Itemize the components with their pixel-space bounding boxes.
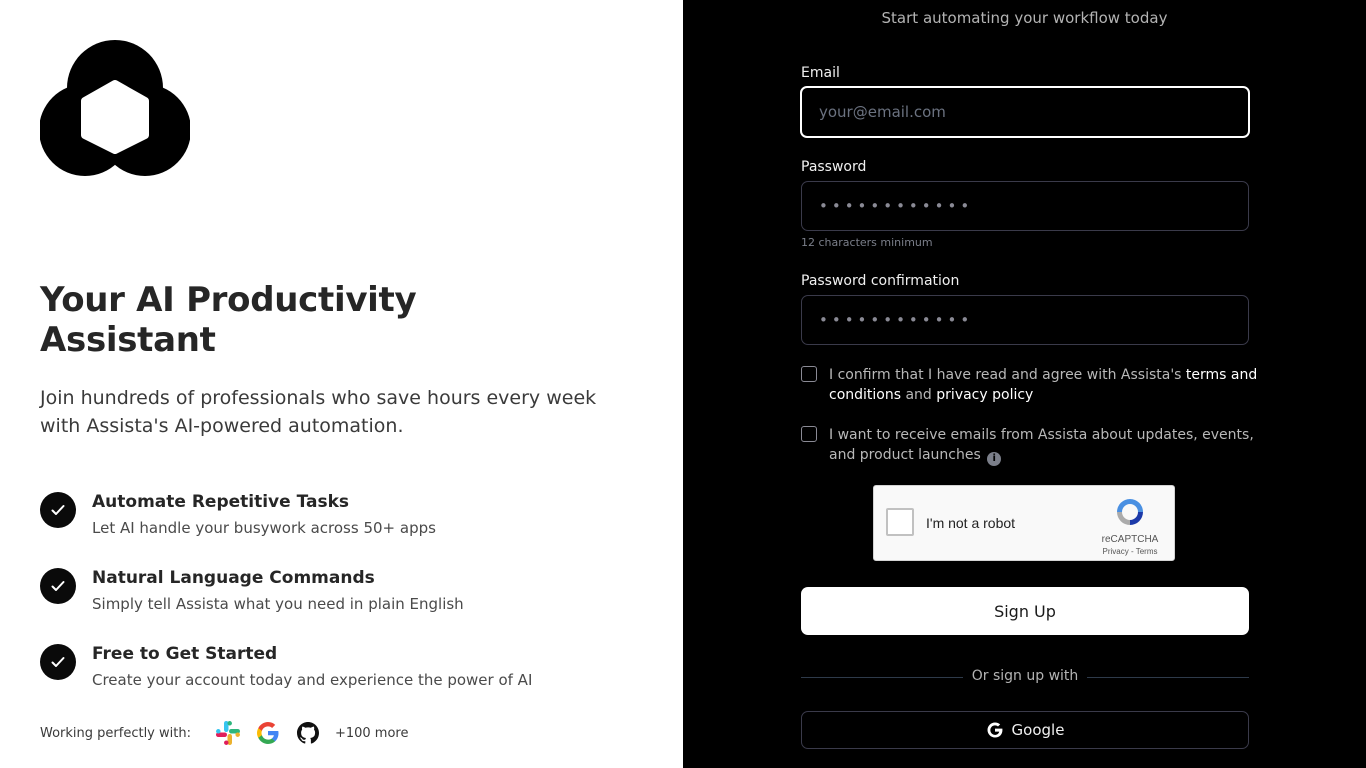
or-divider (801, 668, 1249, 686)
marketing-row (801, 425, 1261, 466)
signup-tagline: Start automating your workflow today (881, 9, 1168, 27)
terms-checkbox[interactable] (801, 366, 817, 382)
divider-text: Or sign up with (971, 668, 1079, 684)
integrations-row (40, 720, 408, 746)
password-masked-value: •••••••••••• (819, 197, 974, 215)
checkmark-icon (40, 492, 76, 528)
password-confirmation-label: Password confirmation (801, 273, 960, 289)
marketing-text (829, 425, 1261, 466)
info-icon[interactable]: i (987, 452, 1001, 466)
terms-link[interactable]: terms and conditions (829, 367, 1258, 403)
recaptcha-icon (1114, 496, 1146, 528)
terms-and: and (901, 387, 937, 403)
feature-item (40, 642, 640, 718)
privacy-policy-link[interactable]: privacy policy (936, 387, 1034, 403)
feature-description: Create your account today and experience the power of AI (92, 671, 533, 689)
password-confirmation-masked-value: •••••••••••• (819, 311, 974, 329)
recaptcha-label: I'm not a robot (926, 515, 1016, 531)
recaptcha-logo (1098, 496, 1162, 556)
feature-item (40, 490, 640, 566)
recaptcha-links[interactable]: Privacy - Terms (1102, 547, 1158, 556)
recaptcha-brand: reCAPTCHA (1101, 534, 1159, 545)
signup-panel (683, 0, 1366, 768)
checkmark-icon (40, 568, 76, 604)
hero-title: Your AI Productivity Assistant (40, 280, 417, 360)
feature-title: Automate Repetitive Tasks (92, 492, 350, 512)
recaptcha-checkbox[interactable] (886, 508, 914, 536)
feature-description: Let AI handle your busywork across 50+ apps (92, 519, 436, 537)
terms-text (829, 365, 1261, 405)
google-g-icon (986, 721, 1004, 739)
terms-row (801, 365, 1261, 405)
feature-title: Free to Get Started (92, 644, 278, 664)
marketing-label: I want to receive emails from Assista about updates, events, and product launches (829, 427, 1254, 463)
google-label: Google (1011, 721, 1065, 739)
feature-description: Simply tell Assista what you need in plain English (92, 595, 464, 613)
github-icon (295, 720, 321, 746)
password-field[interactable] (801, 181, 1249, 231)
email-field[interactable] (819, 103, 1248, 121)
terms-prefix: I confirm that I have read and agree with Assista's (829, 367, 1186, 383)
marketing-checkbox[interactable] (801, 426, 817, 442)
password-label: Password (801, 159, 867, 175)
email-label: Email (801, 65, 840, 81)
password-hint: 12 characters minimum (801, 236, 933, 249)
integrations-more: +100 more (334, 725, 409, 741)
checkmark-icon (40, 644, 76, 680)
sign-up-button[interactable]: Sign Up (801, 587, 1249, 635)
feature-list (40, 490, 640, 718)
password-confirmation-field[interactable] (801, 295, 1249, 345)
feature-title: Natural Language Commands (92, 568, 375, 588)
recaptcha-widget (873, 485, 1175, 561)
slack-icon (215, 720, 241, 746)
email-field-wrapper (800, 86, 1250, 138)
google-signup-button[interactable] (801, 711, 1249, 749)
assista-logo-icon (40, 40, 190, 178)
feature-item (40, 566, 640, 642)
hero-subtitle: Join hundreds of professionals who save hours every week with Assista's AI-powered automation. (40, 387, 597, 437)
integrations-label: Working perfectly with: (40, 725, 191, 741)
google-icon (255, 720, 281, 746)
